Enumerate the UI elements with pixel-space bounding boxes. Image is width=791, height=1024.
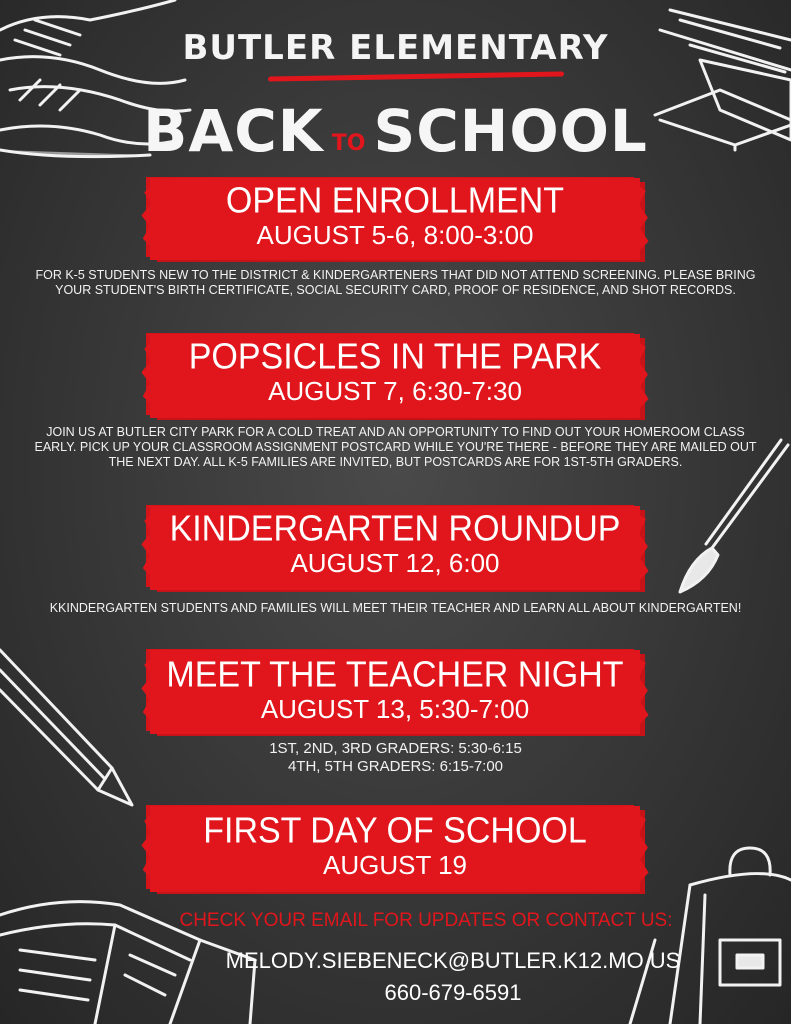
event-title: OPEN ENROLLMENT xyxy=(225,181,565,222)
title-school: SCHOOL xyxy=(373,97,648,165)
event-description: JOIN US AT BUTLER CITY PARK FOR A COLD TREAT AND AN OPPORTUNITY TO FIND OUT YOUR HOMEROOM CLASS EARLY. PICK UP YOUR CLASSROOM ASSIGNMENT POSTCARD WHILE YOU'RE THERE - BEFORE THEY ARE MAILED OUT THE NEXT DAY. ALL K-5 FAMILIES ARE INVITED, BUT POSTCARDS ARE FOR 1ST-5TH GRADERS. xyxy=(34,425,757,469)
event-banner-kindergarten-roundup xyxy=(150,506,640,590)
event-banner-meet-the-teacher xyxy=(150,650,640,734)
title-to: TO xyxy=(331,130,366,156)
event-title: POPSICLES IN THE PARK xyxy=(188,337,602,378)
event-date: AUGUST 5-6, 8:00-3:00 xyxy=(256,220,534,250)
title-back: BACK xyxy=(143,97,324,165)
event-title: KINDERGARTEN ROUNDUP xyxy=(169,509,621,550)
contact-prompt: CHECK YOUR EMAIL FOR UPDATES OR CONTACT US: xyxy=(179,910,673,931)
grade-times-1: 1ST, 2ND, 3RD GRADERS: 5:30-6:15 xyxy=(269,740,522,757)
event-description: FOR K-5 STUDENTS NEW TO THE DISTRICT & KINDERGARTENERS THAT DID NOT ATTEND SCREENING. PLEASE BRING YOUR STUDENT'S BIRTH CERTIFICATE, SOCIAL SECURITY CARD, PROOF OF RESIDENCE, AND SHOT RECORDS. xyxy=(35,268,756,297)
event-title: FIRST DAY OF SCHOOL xyxy=(203,811,587,852)
event-banner-first-day xyxy=(150,806,640,892)
pencil-icon xyxy=(0,650,132,805)
event-title: MEET THE TEACHER NIGHT xyxy=(166,655,624,696)
event-date: AUGUST 12, 6:00 xyxy=(290,548,500,578)
school-name: BUTLER ELEMENTARY xyxy=(182,28,609,68)
event-date: AUGUST 7, 6:30-7:30 xyxy=(268,376,522,406)
main-title xyxy=(0,96,791,166)
event-banner-open-enrollment xyxy=(150,178,640,260)
event-banner-popsicles xyxy=(150,334,640,418)
contact-email: MELODY.SIEBENECK@BUTLER.K12.MO.US xyxy=(225,948,681,973)
event-date: AUGUST 19 xyxy=(322,850,467,880)
event-date: AUGUST 13, 5:30-7:00 xyxy=(260,694,530,724)
contact-phone: 660-679-6591 xyxy=(384,980,522,1005)
event-description: KKINDERGARTEN STUDENTS AND FAMILIES WILL MEET THEIR TEACHER AND LEARN ALL ABOUT KINDERGARTEN! xyxy=(49,601,742,615)
grade-times-2: 4TH, 5TH GRADERS: 6:15-7:00 xyxy=(287,758,504,775)
